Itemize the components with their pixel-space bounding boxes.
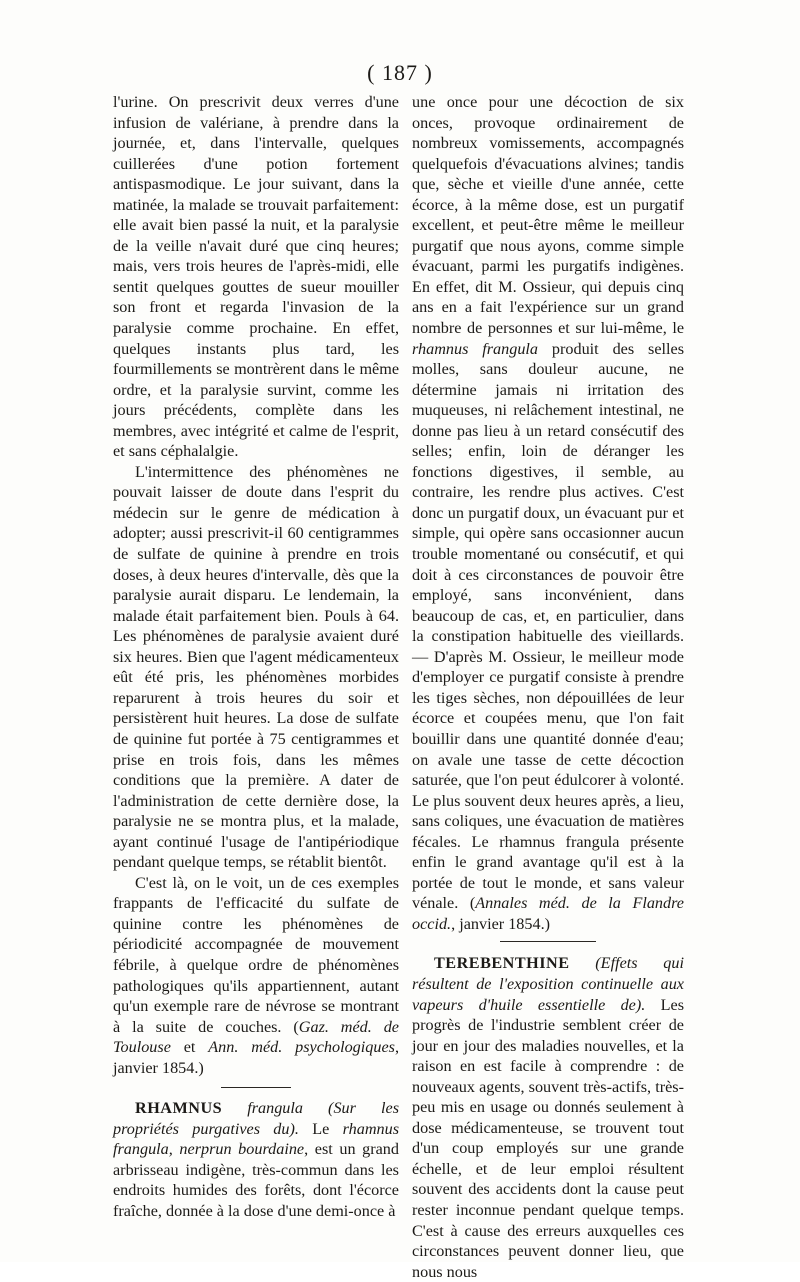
paragraph-text: , janvier 1854.): [451, 914, 551, 933]
paragraph-text: Les progrès de l'industrie semblent créer de jour en jour des maladies nouvelles, et la raison en est facile à comprendre : de nouveaux agents, souvent très-actifs, très-peu mis en usage ou donnés seulement à dose médicamenteuse, se trouvent tout d'un coup employés sur une grande échelle, et de leur emploi résultent souvent des accidents dont la cause peut rester inconnue pendant quelque temps. C'est à cause des erreurs auxquelles ces circonstances peuvent donner lieu, que nous nous: [412, 995, 684, 1281]
citation: Gaz. méd. de Toulouse: [113, 1017, 399, 1057]
paragraph-text: produit des selles molles, sans douleur aucune, ne détermine jamais ni irritation des muqueuses, ni relâchement intestinal, ne donne pas lieu à un retard consécutif des selles; enfin, loin de déranger les fonctions digestives, il semble, au contraire, les rendre plus actives. C'est donc un purgatif doux, un évacuant pur et simple, qui opère sans occasionner aucun trouble momentané ou consécutif, et qui doit à ces circonstances de pouvoir être employé, sans inconvénient, dans beaucoup de cas, et, en particulier, dans la constipation habituelle des vieillards. — D'après M. Ossieur, le meilleur mode d'employer ce purgatif consiste à prendre les tiges sèches, non dépouillées de leur écorce et coupées menu, que l'on fait bouillir dans une quantité donnée d'eau; on avale une tasse de cette décoction saturée, que l'on peut édulcorer à volonté. Le plus souvent deux heures après, a lieu, sans coliques, une évacuation de matières fécales. Le rhamnus frangula présente enfin le grand avantage qu'il est à la portée de tout le monde, et sans valeur vénale. (: [412, 339, 684, 913]
paragraph: L'intermittence des phénomènes ne pouvait laisser de doute dans l'esprit du médecin sur le genre de médication à adopter; aussi prescrivit-il 60 centigrammes de sulfate de quinine à prendre en trois doses, à deux heures d'intervalle, dès que la paralysie aurait disparu. Le lendemain, la malade était parfaitement bien. Pouls à 64. Les phénomènes de paralysie avaient duré six heures. Bien que l'agent médicamenteux eût été pris, les phénomènes morbides reparurent à trois heures du soir et persistèrent huit heures. La dose de sulfate de quinine fut portée à 75 centigrammes et prise en trois fois, dans les mêmes conditions que la première. A dater de l'administration de cette dernière dose, la paralysie ne se montra plus, et la malade, ayant continué l'usage de l'antipériodique pendant quelque temps, se rétablit bientôt.: [113, 462, 399, 872]
entry-heading: TEREBENTHINE: [434, 954, 570, 973]
right-column: [412, 92, 684, 1282]
page-number: ( 187 ): [367, 60, 433, 85]
entry-subheading: (Effets qui résultent de l'exposition continuelle aux vapeurs d'huile essentielle de).: [412, 954, 684, 1014]
section-divider: [500, 941, 596, 942]
species-name: rhamnus frangula, nerprun bourdaine: [113, 1119, 399, 1159]
section-divider: [221, 1087, 291, 1088]
paragraph: [412, 92, 684, 934]
entry-rhamnus: [113, 1098, 399, 1221]
left-column: [113, 92, 399, 1222]
paragraph: l'urine. On prescrivit deux verres d'une infusion de valériane, à prendre dans la journée, et, dans l'intervalle, quelques cuillerées d'une potion fortement antispasmodique. Le jour suivant, dans la matinée, la malade se trouvait parfaitement: elle avait bien passé la nuit, et la paralysie de la veille n'avait duré que cinq heures; mais, vers trois heures de l'après-midi, elle sentit quelques gouttes de sueur mouiller son front et regarda l'invasion de la paralysie comme prochaine. En effet, quelques instants plus tard, les fourmillements se montrèrent dans le même ordre, et la paralysie survint, comme les jours précédents, complète dans les membres, avec intégrité et calme de l'esprit, et sans céphalalgie.: [113, 93, 399, 461]
paragraph-text: , est un grand arbrisseau indigène, très-commun dans les endroits humides des forêts, dont l'écorce fraîche, donnée à la dose d'une demi-once à: [113, 1140, 399, 1220]
entry-terebenthine: [412, 953, 684, 1282]
paragraph-text: C'est là, on le voit, un de ces exemples frappants de l'efficacité du sulfate de quinine contre les phénomènes de périodicité accompagnée de mouvement fébrile, à quelque ordre de phénomènes pathologiques qu'ils appartiennent, autant qu'un exemple rare de névrose se montrant à la suite de couches. (: [113, 873, 399, 1036]
paragraph: [113, 873, 399, 1078]
citation: Ann. méd. psychologiques: [208, 1038, 395, 1057]
paragraph-text: , janvier 1854.): [113, 1038, 399, 1077]
citation: Annales méd. de la Flandre occid.: [412, 894, 684, 933]
entry-heading: RHAMNUS: [135, 1099, 223, 1118]
paragraph-text: une once pour une décoction de six onces, provoque ordinairement de nombreux vomissements, accompagnés quelquefois d'évacuations alvines; tandis que, sèche et vieille d'une année, cette écorce, à la même dose, est un purgatif excellent, et peut-être même le meilleur purgatif que nous ayons, comme simple évacuant, parmi les purgatifs indigènes. En effet, dit M. Ossieur, qui depuis cinq ans en a fait l'expérience sur un grand nombre de personnes et sur lui-même, le: [412, 93, 684, 338]
paragraph-text: Le: [312, 1119, 343, 1138]
entry-subheading: frangula (Sur les propriétés purgatives du).: [113, 1099, 399, 1138]
species-name: rhamnus frangula: [412, 339, 539, 358]
paragraph-text: et: [170, 1038, 209, 1057]
